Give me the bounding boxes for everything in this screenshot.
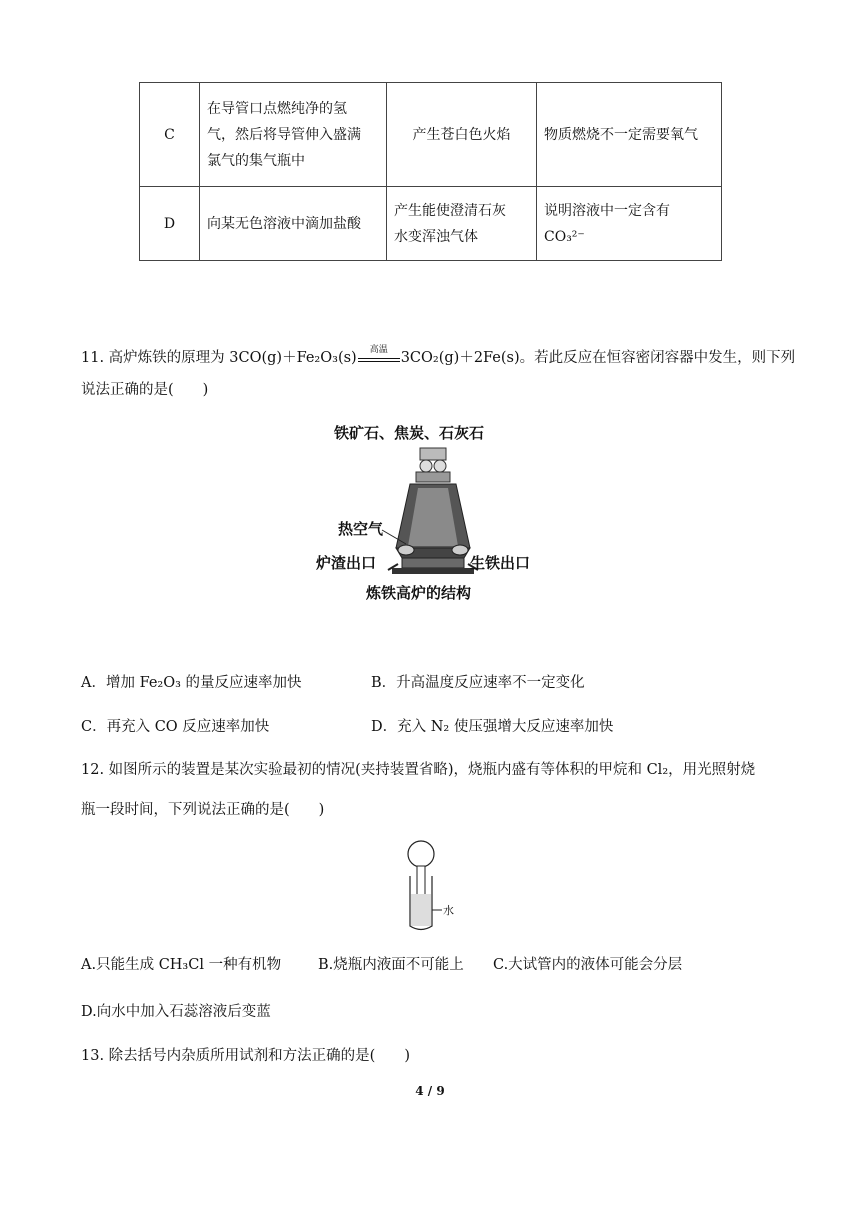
furnace-drawing <box>310 418 550 608</box>
q11-option-d: D．充入 N₂ 使压强增大反应速率加快 <box>371 719 614 735</box>
q12-option-a: A.只能生成 CH₃Cl 一种有机物 <box>81 957 282 973</box>
water-label: 水 <box>443 904 454 917</box>
page-number: 4 / 9 <box>415 1084 445 1098</box>
row-label: D <box>140 187 200 261</box>
conclusion-cell <box>537 83 722 187</box>
figure-label-slag-outlet: 炉渣出口 <box>316 554 377 572</box>
operation-cell <box>200 83 387 187</box>
flask-drawing <box>396 838 466 934</box>
figure-caption: 炼铁高炉的结构 <box>366 584 472 602</box>
flask-figure <box>396 838 466 934</box>
q11-line2: 说法正确的是( ) <box>81 382 209 398</box>
text-line: 向某无色溶液中滴加盐酸 <box>207 215 361 232</box>
text-line: 气，然后将导管伸入盛满 <box>207 126 361 143</box>
q12-option-d: D.向水中加入石蕊溶液后变蓝 <box>81 1004 271 1020</box>
table-row <box>140 187 722 261</box>
figure-label-top: 铁矿石、焦炭、石灰石 <box>334 424 485 442</box>
text-line: 氯气的集气瓶中 <box>207 152 305 169</box>
row-label: C <box>140 83 200 187</box>
q11-option-c: C．再充入 CO 反应速率加快 <box>81 719 270 735</box>
q12-option-c: C.大试管内的液体可能会分层 <box>493 957 683 973</box>
q11-option-a: A．增加 Fe₂O₃ 的量反应速率加快 <box>81 675 302 691</box>
q11-option-b: B．升高温度反应速率不一定变化 <box>371 675 585 691</box>
blast-furnace-figure <box>310 418 550 608</box>
q13-line1: 13. 除去括号内杂质所用试剂和方法正确的是( ) <box>81 1048 410 1064</box>
text-line: 产生苍白色火焰 <box>412 126 511 143</box>
q12-option-b: B.烧瓶内液面不可能上 <box>318 957 464 973</box>
experiment-table <box>139 82 722 261</box>
phenomenon-cell <box>387 83 537 187</box>
figure-label-iron-outlet: 生铁出口 <box>470 554 531 572</box>
reaction-arrow <box>358 345 400 362</box>
text-line: 说明溶液中一定含有 <box>544 202 670 219</box>
reaction-condition: 高温 <box>369 345 388 355</box>
table-row <box>140 83 722 187</box>
figure-label-hot-air: 热空气 <box>338 520 384 538</box>
text-line: 在导管口点燃纯净的氢 <box>207 100 347 117</box>
text-line: 水变浑浊气体 <box>394 228 478 245</box>
text-line: 物质燃烧不一定需要氧气 <box>544 126 698 143</box>
q11-text-b: 3CO₂(g)＋2Fe(s)。若此反应在恒容密闭容器中发生，则下列 <box>400 350 796 366</box>
conclusion-cell <box>537 187 722 261</box>
question-number: 11. <box>81 350 105 366</box>
q12-line2: 瓶一段时间，下列说法正确的是( ) <box>81 802 325 818</box>
operation-cell <box>200 187 387 261</box>
text-line: 产生能使澄清石灰 <box>394 202 506 219</box>
q12-line1: 12. 如图所示的装置是某次实验最初的情况(夹持装置省略)，烧瓶内盛有等体积的甲烷和 Cl₂，用光照射烧 <box>81 762 756 778</box>
phenomenon-cell <box>387 187 537 261</box>
q11-line1 <box>81 345 796 368</box>
text-line: CO₃²⁻ <box>544 228 585 245</box>
q11-text-a: 高炉炼铁的原理为 3CO(g)＋Fe₂O₃(s) <box>108 350 357 366</box>
